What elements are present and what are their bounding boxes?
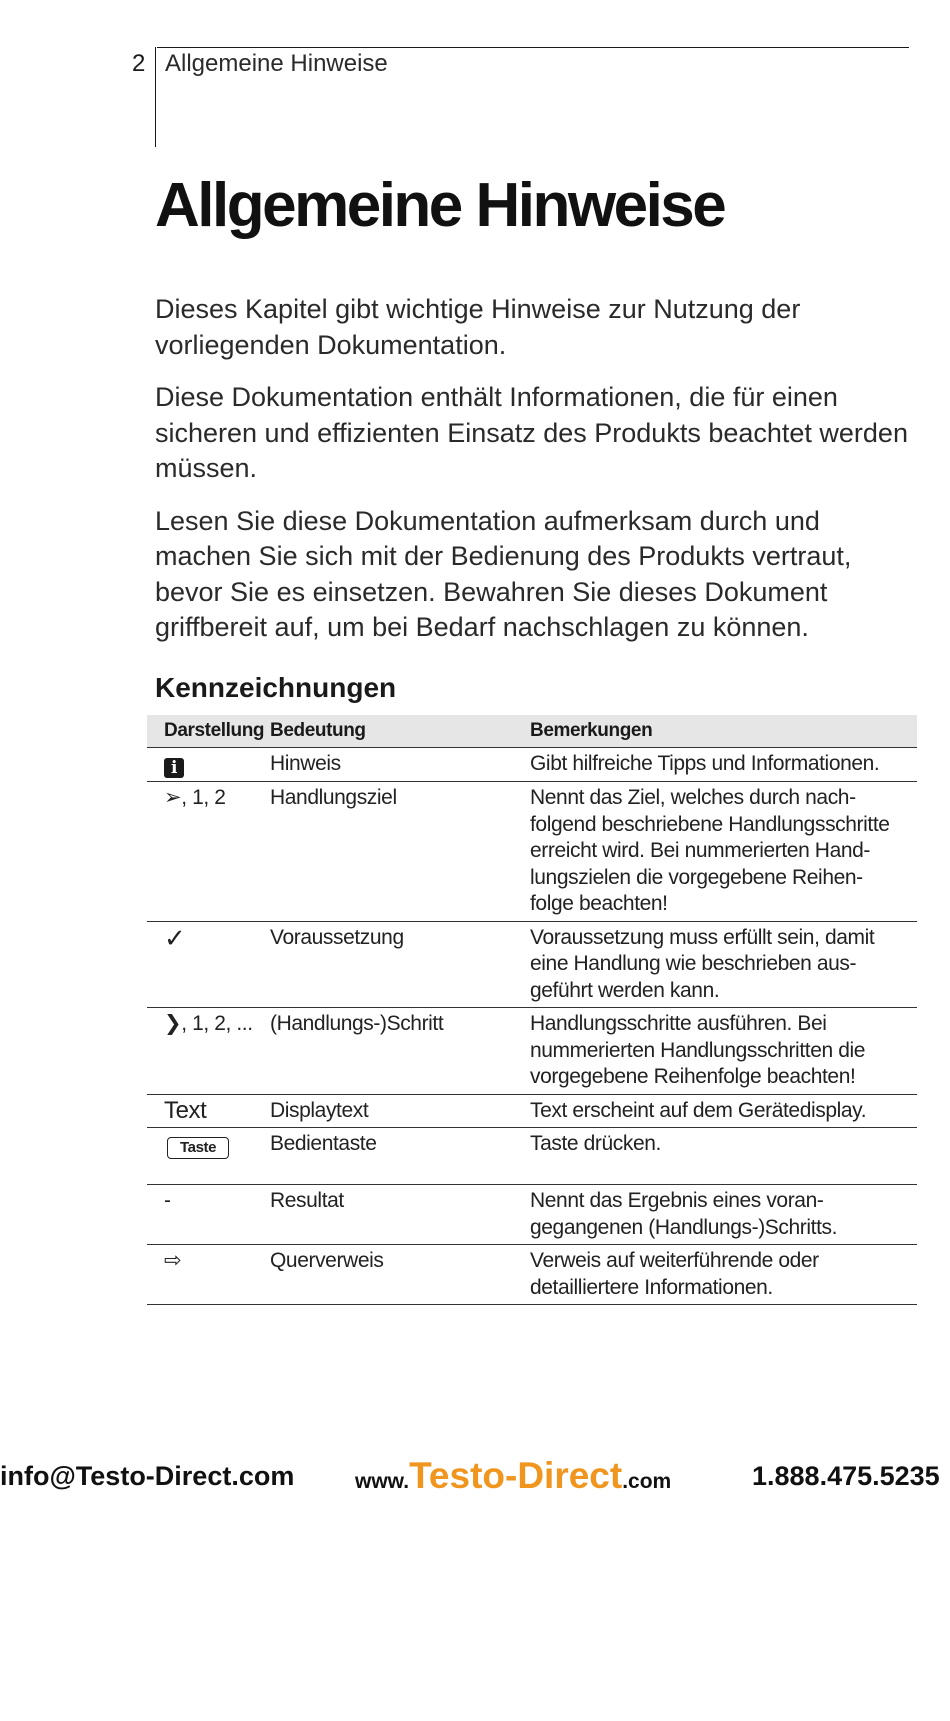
footer: [0, 1455, 950, 1499]
intro-paragraph: Lesen Sie diese Dokumentation aufmerksam durch und machen Sie sich mit der Bedienung des Produkts vertraut, bevor Sie es einsetzen. Bewahren Sie dieses Dokument griffbereit auf, um bei Bedarf nachschlagen zu können.: [155, 505, 852, 642]
row-remark: Nennt das Ergebnis eines voran- gegangenen (Handlungs-)Schritts.: [530, 1189, 838, 1239]
legend-table: [147, 715, 917, 1305]
row-symbol: ✓: [164, 922, 186, 953]
column-header-meaning: Bedeutung: [270, 720, 366, 741]
row-symbol: [147, 751, 268, 778]
info-icon: i: [164, 758, 184, 778]
column-header-remarks: Bemerkungen: [530, 720, 653, 741]
intro-text: [155, 292, 910, 663]
table-row: [147, 921, 917, 1008]
cross-reference-arrow-icon: ⇨: [164, 1249, 182, 1272]
table-row: [147, 1094, 917, 1128]
row-remark: Handlungsschritte ausführen. Bei nummerierten Handlungsschritten die vorgegebene Reihenfolge beachten!: [530, 1012, 866, 1088]
row-meaning: Voraussetzung: [270, 925, 404, 949]
row-symbol: [147, 1131, 268, 1160]
footer-website-link[interactable]: [355, 1455, 671, 1497]
row-remark: Taste drücken.: [530, 1132, 661, 1155]
row-symbol: [147, 1248, 268, 1275]
row-remark: Nennt das Ziel, welches durch nach- folgend beschriebene Handlungsschritte erreicht wird. Bei nummerierten Hand- lungszielen die vorgegebene Reihen- folge beachten!: [530, 786, 890, 915]
row-symbol: ❯, 1, 2, ...: [164, 1012, 253, 1035]
row-remark: Gibt hilfreiche Tipps und Informationen.: [530, 752, 880, 775]
table-row: [147, 781, 917, 921]
row-remark: Text erscheint auf dem Gerätedisplay.: [530, 1098, 867, 1122]
row-meaning: Querverweis: [270, 1249, 384, 1272]
table-row: [147, 1007, 917, 1094]
intro-paragraph: Diese Dokumentation enthält Informationen, die für einen sicheren und effizienten Einsatz des Produkts beachtet werden müssen.: [155, 382, 908, 483]
header-rule: [157, 47, 909, 48]
running-title: Allgemeine Hinweise: [165, 50, 388, 77]
intro-paragraph: Dieses Kapitel gibt wichtige Hinweise zur Nutzung der vorliegenden Dokumentation.: [155, 294, 801, 360]
row-remark: Voraussetzung muss erfüllt sein, damit eine Handlung wie beschrieben aus- geführt werden kann.: [530, 925, 875, 1002]
column-header-symbol: Darstellung: [164, 720, 265, 741]
row-symbol: Text: [164, 1096, 207, 1124]
footer-email-link[interactable]: info@Testo-Direct.com: [0, 1461, 295, 1491]
website-suffix: .com: [622, 1470, 672, 1493]
row-meaning: Handlungsziel: [270, 786, 397, 809]
website-prefix: www.: [355, 1470, 410, 1493]
footer-phone: 1.888.475.5235: [752, 1461, 940, 1491]
row-symbol: -: [164, 1189, 171, 1212]
header-side-rule: [155, 47, 156, 147]
table-row: [147, 1184, 917, 1244]
row-meaning: Bedientaste: [270, 1132, 377, 1155]
chapter-title: Allgemeine Hinweise: [155, 171, 725, 240]
table-row: [147, 1127, 917, 1184]
row-meaning: Hinweis: [270, 752, 341, 775]
section-title: Kennzeichnungen: [155, 672, 397, 703]
page-number: 2: [132, 50, 146, 77]
row-remark: Verweis auf weiterführende oder detailliertere Informationen.: [530, 1249, 819, 1299]
table-row: [147, 747, 917, 781]
table-row: [147, 1244, 917, 1305]
key-button-icon: Taste: [167, 1137, 229, 1159]
row-meaning: Displaytext: [270, 1098, 369, 1122]
row-meaning: Resultat: [270, 1189, 344, 1212]
row-meaning: (Handlungs-)Schritt: [270, 1012, 444, 1035]
website-brand: Testo-Direct: [409, 1455, 623, 1496]
legend-header-row: [147, 715, 917, 747]
row-symbol: ➢, 1, 2: [164, 786, 226, 809]
